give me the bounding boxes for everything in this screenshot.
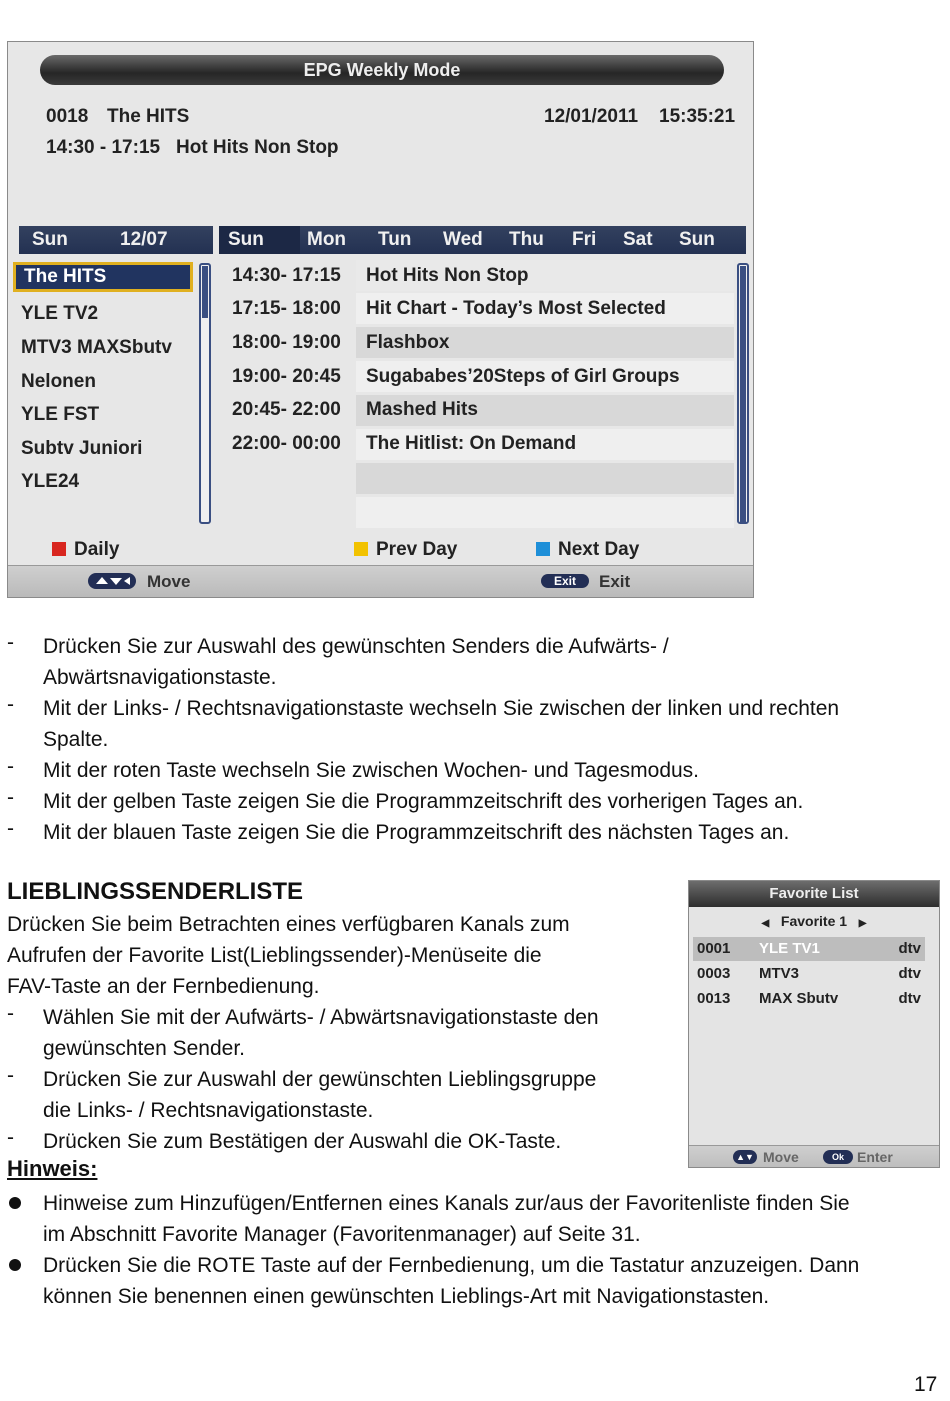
channel-item[interactable]: Subtv Juniori — [21, 438, 143, 459]
slot-time: 14:30- 17:15 — [232, 265, 341, 286]
channel-item[interactable]: YLE FST — [21, 404, 100, 425]
step-line: Wählen Sie mit der Aufwärts- / Abwärtsnavigationstaste den — [43, 1006, 599, 1029]
legend-prev-day — [354, 539, 457, 561]
note-label: Hinweis: — [7, 1156, 98, 1181]
bullet-dash: - — [7, 693, 14, 716]
epg-weekly-screenshot — [7, 41, 754, 598]
schedule-row-bg — [356, 497, 734, 528]
instruction-line: Abwärtsnavigationstaste. — [43, 666, 277, 689]
fav-name: MAX Sbutv — [759, 990, 839, 1007]
favorite-list-screenshot — [688, 880, 940, 1168]
instruction-line: Drücken Sie zur Auswahl des gewünschten Senders die Aufwärts- / — [43, 635, 669, 658]
fav-move-label: Move — [763, 1149, 799, 1165]
slot-time: 17:15- 18:00 — [232, 298, 341, 319]
channel-item[interactable]: YLE24 — [21, 471, 80, 492]
channel-item[interactable]: YLE TV2 — [21, 303, 99, 324]
epg-time: 15:35:21 — [659, 106, 736, 127]
fav-enter-label[interactable]: Enter — [857, 1149, 893, 1165]
schedule-scrollbar[interactable] — [737, 263, 749, 524]
bullet-dash: - — [7, 1002, 14, 1025]
ok-key-icon: Ok — [823, 1150, 853, 1164]
step-line: die Links- / Rechtsnavigationstaste. — [43, 1099, 374, 1122]
slot-time: 18:00- 19:00 — [232, 332, 341, 353]
note-line: im Abschnitt Favorite Manager (Favoritenmanager) auf Seite 31. — [43, 1223, 641, 1246]
fav-num: 0001 — [697, 940, 731, 957]
fav-name: MTV3 — [759, 965, 800, 982]
tab-sun[interactable]: Sun — [228, 229, 264, 250]
page-number: 17 — [914, 1373, 938, 1396]
favorite-group: Favorite 1 — [780, 913, 848, 929]
bullet-dash: - — [7, 631, 14, 654]
channel-item[interactable]: MTV3 MAXSbutv — [21, 337, 172, 358]
slot-program[interactable]: Flashbox — [366, 332, 450, 353]
fav-num: 0003 — [697, 965, 731, 982]
slot-program[interactable]: Mashed Hits — [366, 399, 478, 420]
exit-label[interactable]: Exit — [599, 572, 631, 591]
exit-key-icon: Exit — [541, 574, 589, 588]
step-line: gewünschten Sender. — [43, 1037, 245, 1060]
favorite-row[interactable] — [693, 962, 925, 986]
note-line: Hinweise zum Hinzufügen/Entfernen eines Kanals zur/aus der Favoritenliste finden Sie — [43, 1192, 850, 1215]
bullet-dot — [9, 1197, 21, 1209]
updown-keys-icon: ▲▼ — [733, 1150, 757, 1164]
tab-tue[interactable]: Tun — [378, 229, 412, 250]
intro-line: Aufrufen der Favorite List(Lieblingssender)-Menüseite die — [7, 944, 542, 967]
legend-next-label: Next Day — [558, 539, 640, 560]
channel-number: 0018 — [46, 106, 89, 127]
scroll-thumb[interactable] — [202, 266, 208, 318]
arrow-keys-icon — [88, 573, 136, 589]
note-line: Drücken Sie die ROTE Taste auf der Fernbedienung, um die Tastatur anzuzeigen. Dann — [43, 1254, 860, 1277]
channel-scrollbar[interactable] — [199, 263, 211, 524]
instruction-line: Spalte. — [43, 728, 109, 751]
intro-line: Drücken Sie beim Betrachten eines verfügbaren Kanals zum — [7, 913, 570, 936]
section-heading: LIEBLINGSSENDERLISTE — [7, 878, 304, 905]
left-day-header — [19, 226, 213, 254]
instruction-line: Mit der roten Taste wechseln Sie zwischen Wochen- und Tagesmodus. — [43, 759, 700, 782]
legend-daily — [52, 539, 119, 561]
move-label: Move — [147, 572, 191, 591]
current-program: Hot Hits Non Stop — [176, 137, 339, 158]
slot-program[interactable]: The Hitlist: On Demand — [366, 433, 577, 454]
channel-item[interactable]: Nelonen — [21, 371, 96, 392]
slot-program[interactable]: Hot Hits Non Stop — [366, 265, 529, 286]
slot-program[interactable]: Hit Chart - Today’s Most Selected — [366, 298, 666, 319]
tab-sun-next[interactable]: Sun — [679, 229, 715, 250]
tab-sat[interactable]: Sat — [623, 229, 653, 250]
instruction-line: Mit der Links- / Rechtsnavigationstaste wechseln Sie zwischen der linken und rechten — [43, 697, 840, 720]
slot-time: 20:45- 22:00 — [232, 399, 341, 420]
red-key-icon — [52, 542, 66, 556]
epg-footer — [8, 565, 753, 598]
bullet-dash: - — [7, 817, 14, 840]
current-slot: 14:30 - 17:15 — [46, 137, 161, 158]
favorite-row[interactable] — [693, 937, 925, 961]
right-arrow-icon[interactable]: ▶ — [858, 918, 867, 929]
blue-key-icon — [536, 542, 550, 556]
slot-time: 22:00- 00:00 — [232, 433, 341, 454]
fav-name: YLE TV1 — [759, 940, 820, 957]
fav-type: dtv — [898, 990, 921, 1007]
instruction-line: Mit der blauen Taste zeigen Sie die Programmzeitschrift des nächsten Tages an. — [43, 821, 790, 844]
fav-type: dtv — [898, 940, 921, 957]
note-line: können Sie benennen einen gewünschten Lieblings-Art mit Navigationstasten. — [43, 1285, 770, 1308]
legend-daily-label: Daily — [74, 539, 120, 560]
fav-type: dtv — [898, 965, 921, 982]
instruction-line: Mit der gelben Taste zeigen Sie die Programmzeitschrift des vorherigen Tages an. — [43, 790, 804, 813]
tab-thu[interactable]: Thu — [509, 229, 544, 250]
schedule-row-bg — [356, 463, 734, 494]
favorite-row[interactable] — [693, 987, 925, 1011]
slot-program[interactable]: Sugababes’20Steps of Girl Groups — [366, 366, 680, 387]
tab-wed[interactable]: Wed — [443, 229, 483, 250]
favorite-group-selector[interactable] — [689, 913, 939, 929]
legend-prev-label: Prev Day — [376, 539, 458, 560]
step-line: Drücken Sie zur Auswahl der gewünschten Lieblingsgruppe — [43, 1068, 597, 1091]
channel-item[interactable]: The HITS — [13, 262, 193, 292]
tab-fri[interactable]: Fri — [572, 229, 597, 250]
scroll-thumb[interactable] — [740, 266, 746, 524]
bullet-dash: - — [7, 755, 14, 778]
week-tabs — [219, 226, 746, 254]
fav-num: 0013 — [697, 990, 731, 1007]
epg-title: EPG Weekly Mode — [40, 55, 724, 85]
legend-next-day — [536, 539, 639, 561]
intro-line: FAV-Taste an der Fernbedienung. — [7, 975, 320, 998]
bullet-dash: - — [7, 1126, 14, 1149]
favorite-footer — [689, 1145, 939, 1168]
favorite-title: Favorite List — [689, 881, 939, 907]
channel-name: The HITS — [107, 106, 190, 127]
tab-mon[interactable]: Mon — [307, 229, 347, 250]
left-arrow-icon[interactable]: ◀ — [761, 918, 770, 929]
bullet-dash: - — [7, 1064, 14, 1087]
slot-time: 19:00- 20:45 — [232, 366, 341, 387]
epg-date: 12/01/2011 — [544, 106, 639, 127]
left-day: Sun — [32, 229, 68, 250]
left-date: 12/07 — [120, 229, 168, 250]
bullet-dash: - — [7, 786, 14, 809]
step-line: Drücken Sie zum Bestätigen der Auswahl die OK-Taste. — [43, 1130, 562, 1153]
yellow-key-icon — [354, 542, 368, 556]
bullet-dot — [9, 1259, 21, 1271]
